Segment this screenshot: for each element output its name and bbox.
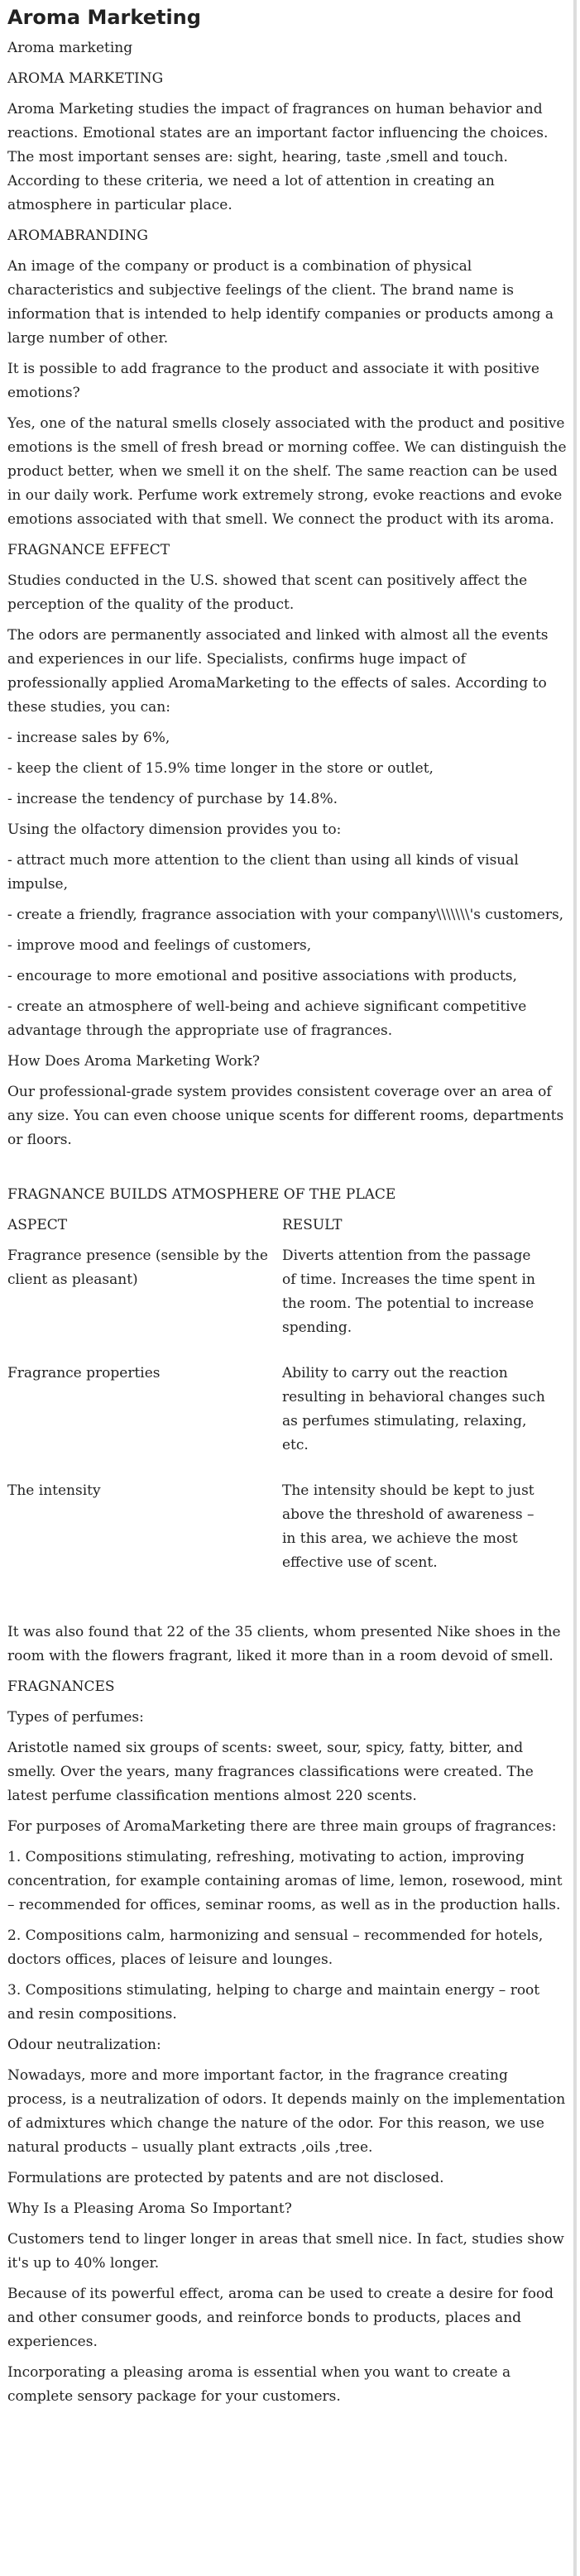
paragraph: Because of its powerful effect, aroma can be used to create a desire for food and other consumer goods, and reinforce bonds to products, places and experiences. (7, 2286, 554, 2350)
table-header-result: RESULT (282, 1217, 343, 1233)
table-row (7, 1244, 563, 1362)
table-cell-aspect: Fragrance presence (sensible by the client as pleasant) (7, 1247, 268, 1288)
table-cell-aspect: The intensity (7, 1482, 101, 1499)
paragraph: Using the olfactory dimension provides you to: (7, 821, 342, 838)
paragraph: Studies conducted in the U.S. showed that scent can positively affect the perception of the quality of the product. (7, 572, 528, 613)
list-item: - keep the client of 15.9% time longer in the store or outlet, (7, 760, 434, 777)
section-heading-atmosphere: FRAGNANCE BUILDS ATMOSPHERE OF THE PLACE (7, 1186, 396, 1203)
list-item: 1. Compositions stimulating, refreshing, motivating to action, improving concentration, for example containing aromas of lime, lemon, rosewood, mint – recommended for offices, seminar rooms, as well as in the production halls. (7, 1849, 563, 1913)
spacer (7, 1159, 567, 1183)
paragraph: It was also found that 22 of the 35 clients, whom presented Nike shoes in the room with the flowers fragrant, liked it more than in a room devoid of smell. (7, 1624, 561, 1664)
list-item: - improve mood and feelings of customers, (7, 937, 312, 954)
subheading-odour: Odour neutralization: (7, 2037, 161, 2053)
subheading-why: Why Is a Pleasing Aroma So Important? (7, 2200, 292, 2217)
section-heading-aroma-marketing: AROMA MARKETING (7, 70, 164, 87)
paragraph: Yes, one of the natural smells closely associated with the product and positive emotions is the smell of fresh bread or morning coffee. We can distinguish the product better, when we smell it on the shelf. The same reaction can be used in our daily work. Perfume work extremely strong, evoke reactions and evoke emotions associated with that smell. We connect the product with its aroma. (7, 415, 567, 528)
table-header-row (7, 1214, 563, 1244)
section-heading-fragrance-effect: FRAGNANCE EFFECT (7, 542, 170, 558)
paragraph: The odors are permanently associated and linked with almost all the events and experiences in our life. Specialists, confirms huge impact of professionally applied AromaMarketing to the effects of sales. According to these studies, you can: (7, 627, 549, 716)
table-cell-aspect: Fragrance properties (7, 1365, 161, 1381)
section-heading-aromabranding: AROMABRANDING (7, 227, 148, 244)
section-heading-fragrances: FRAGNANCES (7, 1678, 115, 1695)
paragraph: It is possible to add fragrance to the product and associate it with positive emotions? (7, 361, 539, 401)
paragraph: An image of the company or product is a combination of physical characteristics and subjective feelings of the client. The brand name is information that is intended to help identify companies or products among a large number of other. (7, 258, 554, 347)
table-cell-result: Ability to carry out the reaction resulting in behavioral changes such as perfumes stimulating, relaxing, etc. (282, 1365, 545, 1453)
table-row (7, 1479, 563, 1597)
page-title: Aroma Marketing (7, 6, 201, 29)
table-cell-result: Diverts attention from the passage of time. Increases the time spent in the room. The potential to increase spending. (282, 1247, 535, 1336)
list-item: - create an atmosphere of well-being and achieve significant competitive advantage through the appropriate use of fragrances. (7, 998, 527, 1039)
list-item: - increase the tendency of purchase by 14.8%. (7, 791, 338, 807)
paragraph: Customers tend to linger longer in areas that smell nice. In fact, studies show it's up to 40% longer. (7, 2231, 564, 2272)
list-item: - increase sales by 6%, (7, 730, 170, 746)
subheading-types: Types of perfumes: (7, 1709, 144, 1726)
page-subtitle: Aroma marketing (7, 40, 133, 56)
list-item: - encourage to more emotional and positive associations with products, (7, 968, 517, 984)
table-row (7, 1362, 563, 1479)
paragraph: Aristotle named six groups of scents: sweet, sour, spicy, fatty, bitter, and smelly. Over the years, many fragrances classifications were created. The latest perfume classification mentions almost 220 scents. (7, 1740, 534, 1804)
paragraph: Formulations are protected by patents and are not disclosed. (7, 2170, 444, 2186)
table-header-aspect: ASPECT (7, 1217, 68, 1233)
paragraph: Our professional-grade system provides consistent coverage over an area of any size. You can even choose unique scents for different rooms, departments or floors. (7, 1084, 564, 1148)
list-item: 2. Compositions calm, harmonizing and sensual – recommended for hotels, doctors offices, places of leisure and lounges. (7, 1927, 544, 1968)
paragraph: Aroma Marketing studies the impact of fragrances on human behavior and reactions. Emotional states are an important factor influencing the choices. The most important senses are: sight, hearing, taste ,smell and touch. According to these criteria, we need a lot of attention in creating an atmosphere in particular place. (7, 101, 549, 213)
spacer (7, 1597, 567, 1621)
paragraph: For purposes of AromaMarketing there are three main groups of fragrances: (7, 1818, 557, 1835)
list-item: - create a friendly, fragrance association with your company\\\\\\\'s customers, (7, 907, 564, 923)
paragraph: Nowadays, more and more important factor, in the fragrance creating process, is a neutralization of odors. It depends mainly on the implementation of admixtures which change the nature of the odor. For this reason, we use natural products – usually plant extracts ,oils ,tree. (7, 2067, 566, 2156)
table-cell-result: The intensity should be kept to just above the threshold of awareness – in this area, we achieve the most effective use of scent. (282, 1482, 534, 1571)
section-heading-how-it-works: How Does Aroma Marketing Work? (7, 1053, 260, 1070)
aspect-result-table (7, 1214, 563, 1597)
list-item: - attract much more attention to the client than using all kinds of visual impulse, (7, 852, 519, 893)
paragraph: Incorporating a pleasing aroma is essential when you want to create a complete sensory package for your customers. (7, 2364, 511, 2405)
list-item: 3. Compositions stimulating, helping to charge and maintain energy – root and resin compositions. (7, 1982, 540, 2023)
